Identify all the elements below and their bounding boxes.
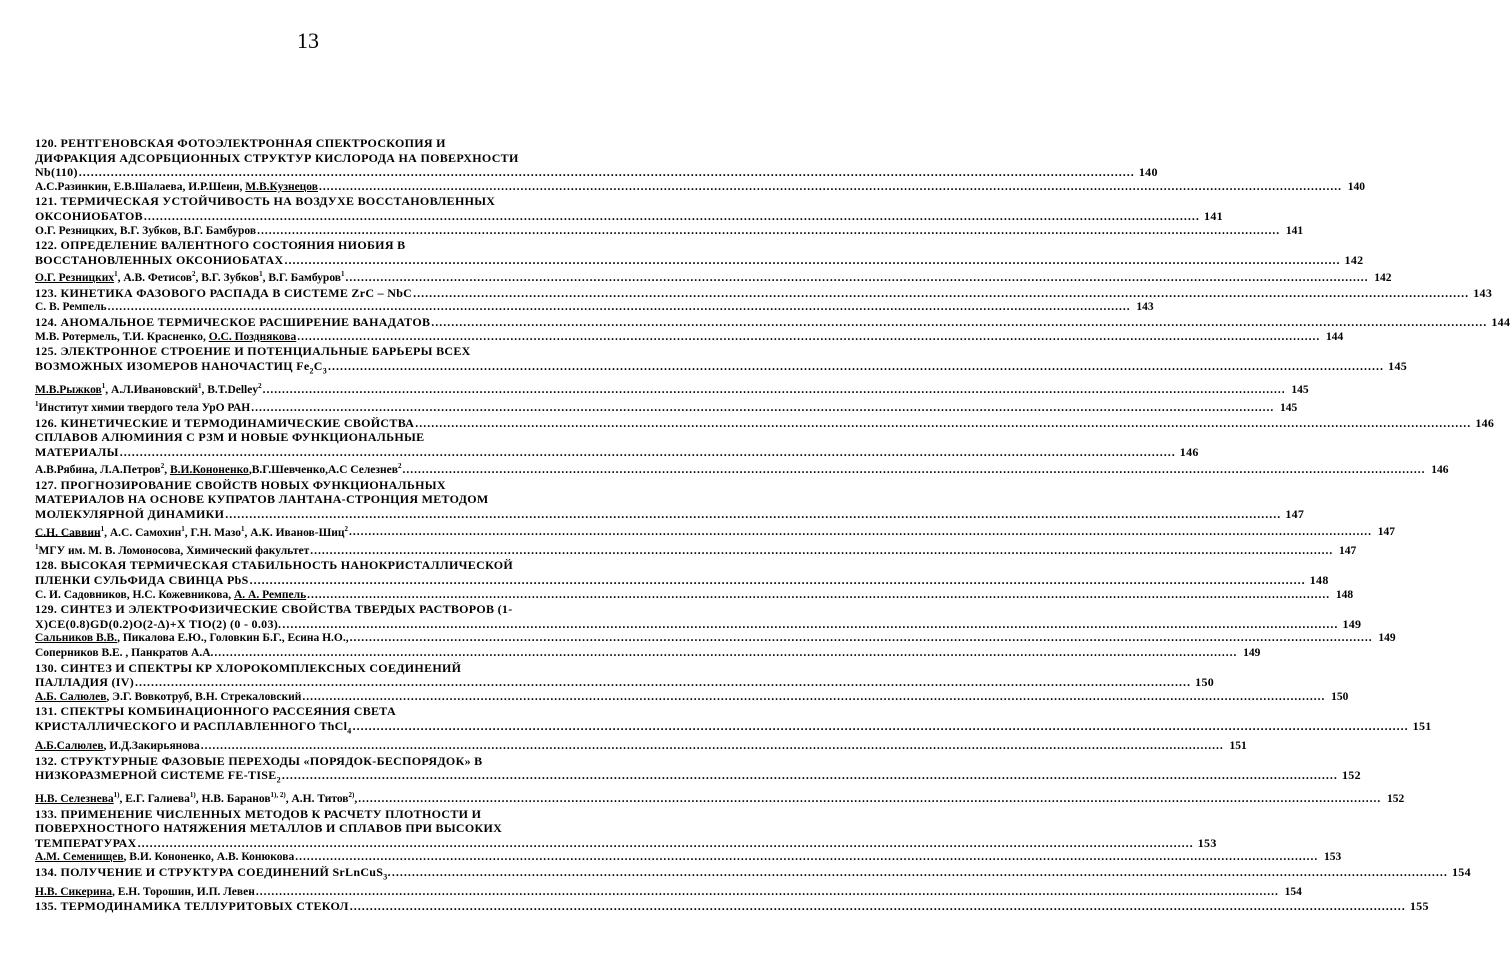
superscript: 2 bbox=[191, 270, 196, 279]
toc-line-text: ВОССТАНОВЛЕННЫХ ОКСОНИОБАТАХ bbox=[35, 252, 284, 267]
text-run: C bbox=[313, 358, 323, 373]
leader-dots bbox=[284, 253, 1340, 268]
text-run: Соперников В.Е. , Панкратов А.А. bbox=[35, 646, 214, 659]
leader-dots bbox=[251, 401, 1274, 416]
toc-page-number: 144 bbox=[1491, 314, 1510, 329]
text-run: НИЗКОРАЗМЕРНОЙ СИСТЕМЕ FE-TISE bbox=[35, 768, 277, 783]
leader-dots bbox=[358, 792, 1381, 807]
toc-line-text bbox=[35, 646, 213, 661]
toc-page-number: 147 bbox=[1338, 544, 1357, 557]
subscript: 3 bbox=[383, 872, 388, 882]
toc-authors-line bbox=[35, 267, 1392, 285]
toc-line-text: 123. КИНЕТИКА ФАЗОВОГО РАСПАДА В СИСТЕМЕ ZrC – NbC bbox=[35, 285, 413, 300]
text-run: Институт химии твердого тела УрО РАН bbox=[38, 401, 251, 414]
toc-page-number: 144 bbox=[1326, 330, 1344, 343]
toc-line-text bbox=[35, 267, 345, 285]
toc-title-line bbox=[35, 151, 580, 166]
text-run: А.В.Рябина, Л.А.Петров bbox=[35, 464, 161, 477]
toc-line-text: СПЛАВОВ АЛЮМИНИЯ С РЗМ И НОВЫЕ ФУНКЦИОНАЛЬНЫЕ bbox=[35, 430, 425, 445]
toc-title-line bbox=[35, 572, 1329, 588]
toc-line-text bbox=[35, 788, 357, 806]
leader-dots bbox=[257, 224, 1280, 239]
toc-line-text: 131. СПЕКТРЫ КОМБИНАЦИОННОГО РАССЕЯНИЯ СВЕТА bbox=[35, 704, 396, 719]
toc-title-line bbox=[35, 194, 580, 209]
leader-dots bbox=[353, 719, 1409, 734]
toc-line-text bbox=[35, 522, 348, 540]
subscript: 3 bbox=[322, 366, 328, 376]
superscript: 2) bbox=[348, 791, 355, 800]
underlined-name: А.Б. Салюлев bbox=[35, 690, 107, 703]
text-run: КРИСТАЛЛИЧЕСКОГО И РАСПЛАВЛЕННОГО ThCl bbox=[35, 718, 348, 733]
leader-dots bbox=[135, 675, 1191, 690]
superscript: 1 bbox=[35, 400, 39, 409]
toc-page-number: 143 bbox=[1136, 301, 1154, 314]
toc-line-text bbox=[35, 330, 296, 345]
text-run: , А.Н. Титов bbox=[285, 792, 349, 805]
toc-line-text bbox=[35, 588, 306, 603]
toc-line-text bbox=[35, 768, 281, 788]
toc-entry bbox=[35, 314, 1510, 344]
toc-line-text: 122. ОПРЕДЕЛЕНИЕ ВАЛЕНТНОГО СОСТОЯНИЯ НИОБИЯ В bbox=[35, 238, 406, 253]
toc-page-number: 151 bbox=[1412, 718, 1432, 733]
toc-line-text: 130. СИНТЕЗ И СПЕКТРЫ КР ХЛОРОКОМПЛЕКСНЫХ СОЕДИНЕНИЙ bbox=[35, 660, 462, 675]
toc-authors-line bbox=[35, 631, 1396, 646]
toc-authors-line bbox=[35, 850, 1342, 865]
toc-page-number: 145 bbox=[1280, 401, 1298, 414]
toc-page-number: 149 bbox=[1342, 616, 1362, 631]
superscript: 2 bbox=[160, 462, 165, 471]
underlined-name: М.В.Рыжков bbox=[35, 383, 102, 396]
underlined-name: А.Б.Салюлев bbox=[35, 739, 104, 752]
toc-line-text: 120. РЕНТГЕНОВСКАЯ ФОТОЭЛЕКТРОННАЯ СПЕКТРОСКОПИЯ И bbox=[35, 136, 446, 150]
toc-page-number: 147 bbox=[1377, 526, 1395, 539]
superscript: 1 bbox=[241, 524, 245, 533]
leader-dots bbox=[415, 416, 1471, 431]
toc-line-text bbox=[35, 719, 352, 739]
toc-line-text: ОКСОНИОБАТОВ bbox=[35, 208, 143, 223]
toc-line-text bbox=[35, 224, 256, 239]
toc-title-line bbox=[35, 430, 580, 445]
table-of-contents bbox=[35, 136, 1510, 914]
underlined-name: А.М. Семенищев bbox=[35, 851, 124, 864]
toc-line-text: 125. ЭЛЕКТРОННОЕ СТРОЕНИЕ И ПОТЕНЦИАЛЬНЫЕ БАРЬЕРЫ ВСЕХ bbox=[35, 344, 471, 359]
leader-dots bbox=[392, 865, 1448, 880]
toc-entry bbox=[35, 136, 1365, 194]
underlined-name: В.И.Кононенко bbox=[169, 464, 249, 477]
subscript: 2 bbox=[276, 775, 281, 785]
toc-title-line bbox=[35, 136, 580, 151]
toc-line-text: ТЕМПЕРАТУРАХ bbox=[35, 835, 137, 850]
text-run: , В.Г. Зубков bbox=[195, 272, 260, 285]
superscript: 1 bbox=[101, 381, 106, 390]
text-run: , В.Г. Бамбуров bbox=[262, 272, 341, 285]
toc-title-line bbox=[35, 602, 580, 617]
leader-dots bbox=[282, 768, 1338, 783]
leader-dots bbox=[214, 646, 1237, 661]
toc-title-line bbox=[35, 314, 1510, 330]
toc-line-text: 124. АНОМАЛЬНОЕ ТЕРМИЧЕСКОЕ РАСШИРЕНИЕ ВАНАДАТОВ bbox=[35, 314, 431, 329]
toc-line-text bbox=[35, 397, 250, 415]
leader-dots bbox=[302, 690, 1325, 705]
toc-page-number: 140 bbox=[1347, 180, 1365, 193]
toc-page-number: 145 bbox=[1291, 383, 1309, 396]
toc-title-line bbox=[35, 165, 1158, 180]
toc-title-line bbox=[35, 238, 580, 253]
leader-dots bbox=[307, 588, 1330, 603]
subscript: 4 bbox=[347, 726, 352, 736]
toc-line-text: 126. КИНЕТИЧЕСКИЕ И ТЕРМОДИНАМИЧЕСКИЕ СВОЙСТВА bbox=[35, 415, 415, 430]
toc-page-number: 152 bbox=[1386, 792, 1405, 805]
toc-entry bbox=[35, 753, 1405, 807]
leader-dots bbox=[250, 573, 1306, 588]
toc-authors-line bbox=[35, 459, 1449, 477]
toc-authors-line bbox=[35, 588, 1354, 603]
text-run: С. В. Ремпель bbox=[35, 301, 107, 314]
underlined-name: А. А. Ремпель bbox=[233, 588, 307, 601]
toc-page-number: 146 bbox=[1431, 464, 1449, 477]
text-run: , А.К. Иванов-Шиц bbox=[244, 526, 345, 539]
leader-dots bbox=[108, 300, 1131, 315]
toc-page-number: 147 bbox=[1285, 506, 1305, 521]
toc-line-text: X)CE(0.8)GD(0.2)O(2-Δ)+X TIO(2) (0 - 0.03). bbox=[35, 616, 282, 631]
toc-page-number: 143 bbox=[1473, 285, 1493, 300]
toc-authors-line bbox=[35, 180, 1365, 195]
toc-page-number: 141 bbox=[1204, 208, 1223, 223]
text-run: , А.В. Фетисов bbox=[117, 272, 192, 285]
toc-line-text bbox=[35, 631, 349, 646]
text-run: , И.Д.Закирьянова bbox=[103, 739, 200, 752]
toc-title-line bbox=[35, 768, 1361, 788]
underlined-name: Сальников В.В. bbox=[35, 632, 118, 645]
superscript: 1) bbox=[189, 791, 196, 800]
leader-dots bbox=[295, 850, 1318, 865]
toc-line-text bbox=[35, 180, 318, 195]
toc-entry bbox=[35, 344, 1408, 415]
toc-page-number: 142 bbox=[1344, 252, 1364, 267]
page-number: 13 bbox=[297, 28, 319, 53]
toc-title-line bbox=[35, 616, 1362, 632]
toc-authors-line bbox=[35, 522, 1395, 540]
toc-line-text bbox=[35, 690, 301, 705]
toc-page-number: 154 bbox=[1284, 885, 1302, 898]
superscript: 1), 2) bbox=[270, 791, 286, 800]
toc-page-number: 154 bbox=[1451, 864, 1471, 879]
superscript: 1 bbox=[114, 270, 118, 279]
superscript: 1 bbox=[100, 524, 105, 533]
leader-dots bbox=[350, 631, 1373, 646]
toc-title-line bbox=[35, 864, 1471, 885]
leader-dots bbox=[201, 739, 1224, 754]
toc-page-number: 146 bbox=[1179, 444, 1199, 459]
leader-dots bbox=[282, 617, 1338, 632]
toc-authors-line bbox=[35, 885, 1302, 900]
toc-title-line bbox=[35, 718, 1432, 739]
toc-page-number: 153 bbox=[1197, 835, 1217, 850]
toc-line-text: ПОВЕРХНОСТНОГО НАТЯЖЕНИЯ МЕТАЛЛОВ И СПЛАВОВ ПРИ ВЫСОКИХ bbox=[35, 821, 503, 836]
text-run: О.Г. Резницких, В.Г. Зубков, В.Г. Бамбуров bbox=[35, 224, 257, 237]
underlined-name: О.С. Позднякова bbox=[208, 330, 297, 343]
toc-page-number: 142 bbox=[1374, 272, 1392, 285]
toc-line-text: 133. ПРИМЕНЕНИЕ ЧИСЛЕННЫХ МЕТОДОВ К РАСЧЕТУ ПЛОТНОСТИ И bbox=[35, 806, 482, 821]
toc-entry bbox=[35, 704, 1432, 753]
toc-line-text bbox=[35, 359, 327, 379]
toc-page-number: 148 bbox=[1309, 572, 1329, 587]
toc-line-text: Nb(110) bbox=[35, 165, 78, 180]
text-run: С. И. Садовников, Н.С. Кожевникова, bbox=[35, 588, 234, 601]
toc-line-text bbox=[35, 739, 200, 754]
toc-title-line bbox=[35, 558, 580, 573]
toc-line-text: МАТЕРИАЛЫ bbox=[35, 444, 119, 459]
toc-line-text: ПЛЕНКИ СУЛЬФИДА СВИНЦА PbS bbox=[35, 572, 249, 587]
toc-entry bbox=[35, 864, 1471, 900]
toc-entry bbox=[35, 477, 1395, 559]
toc-page-number: 148 bbox=[1335, 588, 1354, 601]
toc-entry bbox=[35, 194, 1304, 238]
text-run: , Н.В. Баранов bbox=[195, 792, 271, 805]
toc-line-text bbox=[35, 379, 262, 397]
superscript: 1 bbox=[181, 524, 185, 533]
leader-dots bbox=[328, 359, 1384, 374]
leader-dots bbox=[413, 286, 1469, 301]
toc-line-text: МАТЕРИАЛОВ НА ОСНОВЕ КУПРАТОВ ЛАНТАНА-СТРОНЦИЯ МЕТОДОМ bbox=[35, 492, 489, 507]
toc-line-text: 127. ПРОГНОЗИРОВАНИЕ СВОЙСТВ НОВЫХ ФУНКЦИОНАЛЬНЫХ bbox=[35, 477, 446, 492]
text-run: , А.С. Самохин bbox=[104, 526, 182, 539]
superscript: 2 bbox=[344, 524, 348, 533]
superscript: 2 bbox=[397, 462, 402, 471]
toc-line-text: 132. СТРУКТУРНЫЕ ФАЗОВЫЕ ПЕРЕХОДЫ «ПОРЯДОК-БЕСПОРЯДОК» В bbox=[35, 753, 483, 768]
leader-dots bbox=[319, 180, 1342, 195]
toc-entry bbox=[35, 602, 1396, 660]
toc-title-line bbox=[35, 358, 1408, 379]
superscript: 1 bbox=[259, 270, 263, 279]
toc-page-number: 152 bbox=[1342, 768, 1361, 783]
toc-title-line bbox=[35, 478, 580, 493]
leader-dots bbox=[120, 445, 1176, 460]
toc-title-line bbox=[35, 252, 1364, 268]
toc-authors-line bbox=[35, 788, 1405, 806]
superscript: 1 bbox=[197, 381, 202, 390]
toc-entry bbox=[35, 285, 1493, 315]
subscript: 2 bbox=[309, 366, 314, 376]
text-run: , Е.Н. Торошин, И.П. Левен bbox=[112, 885, 255, 898]
toc-line-text bbox=[35, 300, 107, 315]
toc-title-line bbox=[35, 899, 1429, 914]
toc-line-text bbox=[35, 865, 391, 885]
toc-title-line bbox=[35, 835, 1217, 851]
toc-title-line bbox=[35, 704, 580, 719]
toc-line-text: ДИФРАКЦИЯ АДСОРБЦИОННЫХ СТРУКТУР КИСЛОРОДА НА ПОВЕРХНОСТИ bbox=[35, 150, 519, 165]
leader-dots bbox=[350, 899, 1406, 914]
toc-line-text: 121. ТЕРМИЧЕСКАЯ УСТОЙЧИВОСТЬ НА ВОЗДУХЕ ВОССТАНОВЛЕННЫХ bbox=[35, 194, 496, 209]
leader-dots bbox=[144, 209, 1200, 224]
toc-authors-line bbox=[35, 397, 1298, 415]
leader-dots bbox=[256, 885, 1279, 900]
toc-authors-line bbox=[35, 646, 1261, 661]
toc-line-text bbox=[35, 850, 294, 865]
underlined-name: Н.В. Сикерина bbox=[35, 885, 113, 898]
toc-authors-line bbox=[35, 540, 1357, 558]
toc-page-number: 149 bbox=[1378, 632, 1396, 645]
toc-title-line bbox=[35, 754, 580, 769]
toc-entry bbox=[35, 558, 1354, 602]
toc-authors-line bbox=[35, 330, 1344, 345]
toc-line-text: ПАЛЛАДИЯ (IV) bbox=[35, 675, 135, 690]
text-run: М.В. Ротермель, Т.И. Красненко, bbox=[35, 330, 209, 343]
leader-dots bbox=[138, 836, 1194, 851]
toc-entry bbox=[35, 415, 1495, 478]
underlined-name: Н.В. Селезнева bbox=[35, 792, 114, 805]
toc-page-number: 153 bbox=[1323, 851, 1342, 864]
toc-page-number: 140 bbox=[1138, 165, 1158, 180]
leader-dots bbox=[263, 383, 1286, 398]
toc-title-line bbox=[35, 444, 1199, 460]
text-run: , bbox=[164, 464, 170, 477]
superscript: 1 bbox=[341, 270, 345, 279]
leader-dots bbox=[310, 544, 1333, 559]
toc-authors-line bbox=[35, 300, 1154, 315]
text-run: , А.Л.Ивановский bbox=[105, 383, 198, 396]
toc-page-number: 146 bbox=[1475, 415, 1495, 430]
toc-line-text: 129. СИНТЕЗ И ЭЛЕКТРОФИЗИЧЕСКИЕ СВОЙСТВА ТВЕРДЫХ РАСТВОРОВ (1- bbox=[35, 602, 513, 617]
toc-title-line bbox=[35, 506, 1305, 522]
toc-line-text bbox=[35, 885, 255, 900]
toc-entry bbox=[35, 806, 1342, 865]
leader-dots bbox=[79, 165, 1135, 180]
underlined-name: М.В.Кузнецов bbox=[245, 180, 318, 193]
toc-page-number: 141 bbox=[1285, 224, 1304, 237]
toc-entry bbox=[35, 238, 1392, 286]
text-run: ,В.Г.Шевченко,А.С Селезнев bbox=[248, 464, 398, 477]
toc-page-number: 145 bbox=[1388, 358, 1408, 373]
toc-title-line bbox=[35, 807, 580, 822]
superscript: 1 bbox=[35, 542, 39, 551]
text-run: 134. ПОЛУЧЕНИЕ И СТРУКТУРА СОЕДИНЕНИЙ SrLnCuS bbox=[35, 864, 384, 879]
text-run: А.С.Разинкин, Е.В.Шалаева, И.Р.Шеин, bbox=[35, 180, 246, 193]
toc-title-line bbox=[35, 344, 580, 359]
toc-line-text: МОЛЕКУЛЯРНОЙ ДИНАМИКИ bbox=[35, 506, 225, 521]
toc-title-line bbox=[35, 675, 1215, 690]
toc-entry bbox=[35, 660, 1349, 705]
text-run: , Пикалова Е.Ю., Головкин Б.Г., Есина Н.О., bbox=[117, 632, 349, 645]
toc-title-line bbox=[35, 821, 580, 836]
text-run: . bbox=[387, 864, 391, 879]
toc-line-text bbox=[35, 540, 309, 558]
text-run: ВОЗМОЖНЫХ ИЗОМЕРОВ НАНОЧАСТИЦ Fe bbox=[35, 358, 310, 373]
superscript: 2 bbox=[258, 381, 262, 390]
text-run: , Г.Н. Мазо bbox=[184, 526, 242, 539]
toc-entry bbox=[35, 899, 1429, 914]
text-run: , Э.Г. Вовкотруб, В.Н. Стрекаловский bbox=[106, 690, 302, 703]
leader-dots bbox=[402, 463, 1425, 478]
toc-authors-line bbox=[35, 690, 1349, 705]
toc-page-number: 149 bbox=[1243, 646, 1261, 659]
toc-line-text: 135. ТЕРМОДИНАМИКА ТЕЛЛУРИТОВЫХ СТЕКОЛ bbox=[35, 899, 349, 914]
superscript: 1) bbox=[113, 791, 120, 800]
underlined-name: О.Г. Резницких bbox=[35, 272, 115, 285]
toc-authors-line bbox=[35, 379, 1309, 397]
toc-page-number: 155 bbox=[1409, 899, 1429, 914]
leader-dots bbox=[349, 525, 1372, 540]
toc-line-text: 128. ВЫСОКАЯ ТЕРМИЧЕСКАЯ СТАБИЛЬНОСТЬ НАНОКРИСТАЛЛИЧЕСКОЙ bbox=[35, 558, 514, 573]
leader-dots bbox=[225, 507, 1281, 522]
toc-title-line bbox=[35, 208, 1223, 224]
toc-page-number: 150 bbox=[1195, 675, 1215, 690]
underlined-name: С.Н. Саввин bbox=[35, 526, 101, 539]
text-run: МГУ им. М. В. Ломоносова, Химический факультет bbox=[38, 544, 310, 557]
toc-line-text bbox=[35, 459, 401, 477]
toc-title-line bbox=[35, 661, 580, 676]
toc-page-number: 151 bbox=[1229, 739, 1247, 752]
toc-authors-line bbox=[35, 739, 1247, 754]
leader-dots bbox=[297, 330, 1320, 345]
leader-dots bbox=[346, 271, 1369, 286]
toc-title-line bbox=[35, 492, 580, 507]
toc-authors-line bbox=[35, 224, 1304, 239]
toc-page-number: 150 bbox=[1331, 690, 1349, 703]
text-run: , Е.Г. Галиева bbox=[119, 792, 190, 805]
text-run: , bbox=[354, 792, 358, 805]
toc-title-line bbox=[35, 415, 1495, 431]
text-run: , В.T.Delley bbox=[201, 383, 259, 396]
text-run: , В.И. Кононенко, А.В. Конюкова bbox=[123, 851, 295, 864]
leader-dots bbox=[431, 315, 1487, 330]
toc-title-line bbox=[35, 285, 1493, 301]
